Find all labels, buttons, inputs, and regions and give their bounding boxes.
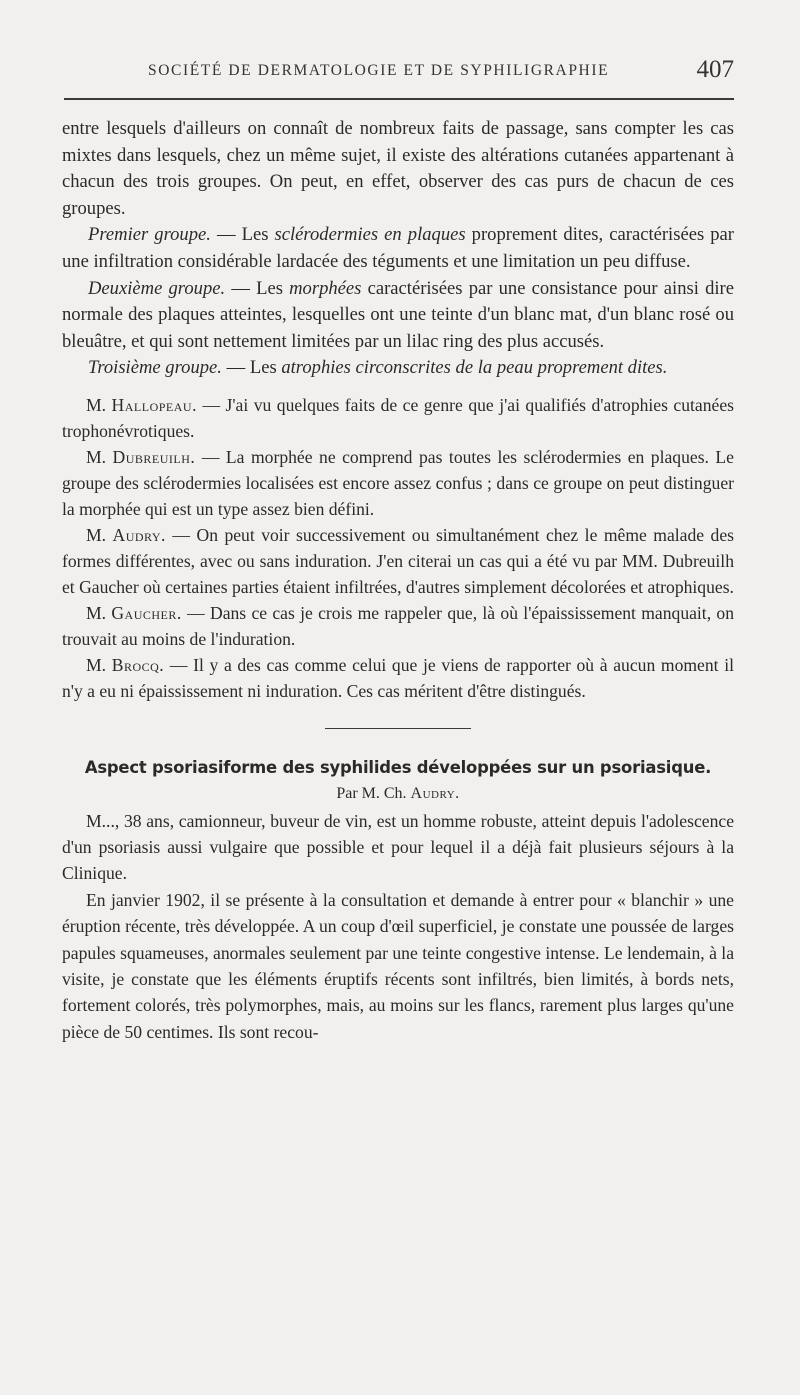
group-2-dash: — Les [225,277,290,299]
remark-prefix: M. [86,524,113,545]
remark-brocq [62,652,734,704]
article-paragraph: M..., 38 ans, camionneur, buveur de vin, est un homme robuste, atteint depuis l'adolescence d'un psoriasis aussi vulgaire que possible et pour lequel il a déjà fait plusieurs séjours à la Clinique. [62,810,734,884]
group-1-term: sclérodermies en plaques [274,224,466,246]
remark-text: — J'ai vu quelques faits de ce genre que j'ai qualifiés d'atrophies cutanées trophonévrotiques. [62,394,734,441]
byline-prefix: Par M. Ch. [336,784,411,802]
group-3-term: atrophies circonscrites de la peau proprement dites. [281,357,668,379]
group-2-label: Deuxième groupe. [88,277,226,299]
group-1-dash: — Les [210,224,275,246]
group-3-dash: — Les [221,357,282,379]
page-header [62,56,734,90]
byline-author: Audry. [410,784,460,802]
group-1-text: proprement dites, caractérisées par une infiltration considérable lardacée des téguments et une limitation un peu diffuse. [62,224,734,272]
speaker-name: Hallopeau. [111,394,197,415]
remark-prefix: M. [86,654,112,675]
remark-audry [62,522,734,600]
article-byline [62,781,734,808]
remark-gaucher [62,600,734,652]
group-2-paragraph [62,276,734,356]
remark-text: — On peut voir successivement ou simultanément chez le même malade des formes différentes, avec ou sans induration. J'en citerai un cas qui a été vu par MM. Dubreuilh et Gaucher où certaines parties étaient infiltrées, d'autres simplement décolorées et atrophiques. [62,524,734,597]
speaker-name: Audry. [112,524,166,545]
speaker-name: Brocq. [111,654,165,675]
page-number: 407 [696,56,734,83]
group-1-paragraph [62,222,734,275]
remark-prefix: M. [86,446,113,467]
remark-hallopeau [62,392,734,444]
remark-text: — La morphée ne comprend pas toutes les sclérodermies en plaques. Le groupe des sclérodermies localisées est encore assez confus ; dans ce groupe on peut distinguer la morphée qui est un type assez bien défini. [62,446,734,519]
speaker-name: Gaucher. [111,602,182,623]
remark-prefix: M. [86,602,112,623]
discussion-remarks [62,392,734,704]
remark-dubreuilh [62,444,734,522]
running-title: SOCIÉTÉ DE DERMATOLOGIE ET DE SYPHILIGRAPHIE [148,62,610,79]
article-title: Aspect psoriasiforme des syphilides développées sur un psoriasique. [84,757,712,777]
group-2-text: caractérisées par une consistance pour ainsi dire normale des plaques atteintes, lesquelles ont une teinte d'un blanc mat, d'un blanc rosé ou bleuâtre, et qui sont nettement limitées par un lilac ring des plus accusés. [62,277,734,352]
intro-paragraph: entre lesquels d'ailleurs on connaît de nombreux faits de passage, sans compter les cas mixtes dans lesquels, chez un même sujet, il existe des altérations cutanées appartenant à chacun des trois groupes. On peut, en effet, observer des cas purs de chacun de ces groupes. [62,118,734,219]
article-paragraph: En janvier 1902, il se présente à la consultation et demande à entrer pour « blanchir » une éruption récente, très développée. A un coup d'œil superficiel, je constate une poussée de larges papules squameuses, anormales seulement par une teinte congestive intense. Le lendemain, à la visite, je constate que les éléments éruptifs récents sont infiltrés, bien limités, à bords nets, fortement colorés, très polymorphes, mais, au moins sur les flancs, rarement plus larges qu'une pièce de 50 centimes. Ils sont recou- [62,889,734,1042]
group-2-term: morphées [289,277,362,299]
group-3-paragraph [62,355,734,382]
header-rule [64,98,734,100]
group-3-label: Troisième groupe. [88,357,222,379]
remark-prefix: M. [86,394,112,415]
main-text [62,116,734,1045]
section-separator [325,728,471,729]
remark-text: — Il y a des cas comme celui que je viens de rapporter où à aucun moment il n'y a eu ni épaississement ni induration. Ces cas méritent d'être distingués. [62,654,734,701]
article-body [62,808,734,1046]
speaker-name: Dubreuilh. [112,446,196,467]
remark-text: — Dans ce cas je crois me rappeler que, là où l'épaississement manquait, on trouvait au moins de l'induration. [62,602,734,649]
group-1-label: Premier groupe. [88,224,211,246]
